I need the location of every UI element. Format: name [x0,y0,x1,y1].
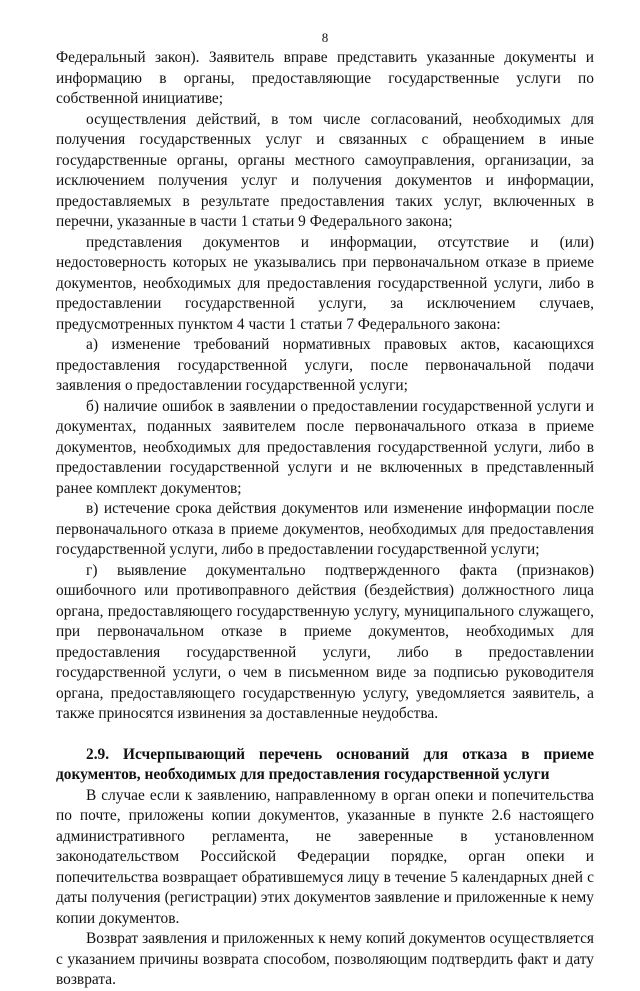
list-item-b: б) наличие ошибок в заявлении о предоставлении государственной услуги и документах, поданных заявителем после первоначального отказа в приеме документов, необходимых для предоставления государственной услуги, либо в предоставлении государственной услуги и не включенных в представленный ранее комплект документов; [56,397,594,497]
paragraph-actions: осуществления действий, в том числе согласований, необходимых для получения государственных услуг и связанных с обращением в иные государственные органы, органы местного самоуправления, организации, за исключением получения услуг и получения документов и информации, предоставляемых в результате предоставления таких услуг, включенных в перечни, указанные в части 1 статьи 9 Федерального закона; [56,110,594,230]
page-number: 8 [321,30,329,45]
list-item-g: г) выявление документально подтвержденного факта (признаков) ошибочного или противоправного действия (бездействия) должностного лица органа, предоставляющего государственную услугу, муниципального служащего, при первоначальном отказе в приеме документов, необходимых для предоставления государственной услуги, либо в предоставлении государственной услуги, о чем в письменном виде за подписью руководителя органа, предоставляющего государственную услугу, уведомляется заявитель, а также приносятся извинения за доставленные неудобства. [56,561,594,722]
section-heading: 2.9. Исчерпывающий перечень оснований для отказа в приеме документов, необходимых для предоставления государственной услуги [56,745,594,783]
paragraph-continuation: Федеральный закон). Заявитель вправе представить указанные документы и информацию в органы, предоставляющие государственные услуги по собственной инициативе; [56,49,594,107]
paragraph-documents: представления документов и информации, отсутствие и (или) недостоверность которых не указывались при первоначальном отказе в приеме документов, необходимых для предоставления государственной услуги, либо в предоставлении государственной услуги, за исключением случаев, предусмотренных пунктом 4 части 1 статьи 7 Федерального закона: [56,233,594,333]
list-item-v: в) истечение срока действия документов или изменение информации после первоначального отказа в приеме документов, необходимых для предоставления государственной услуги, либо в предоставлении государственной услуги; [56,500,594,558]
section-paragraph: Возврат заявления и приложенных к нему копий документов осуществляется с указанием причины возврата способом, позволяющим подтвердить факт и дату возврата. [56,930,594,988]
section-paragraph: В случае если к заявлению, направленному в орган опеки и попечительства по почте, приложены копии документов, указанные в пункте 2.6 настоящего административного регламента, не заверенные в установленном законодательством Российской Федерации порядке, орган опеки и попечительства возвращает обратившемуся лицу в течение 5 календарных дней с даты получения (регистрации) этих документов заявление и приложенные к нему копии документов. [56,786,594,927]
document-page [56,30,594,991]
list-item-a: а) изменение требований нормативных правовых актов, касающихся предоставления государственной услуги, после первоначальной подачи заявления о предоставлении государственной услуги; [56,336,594,394]
